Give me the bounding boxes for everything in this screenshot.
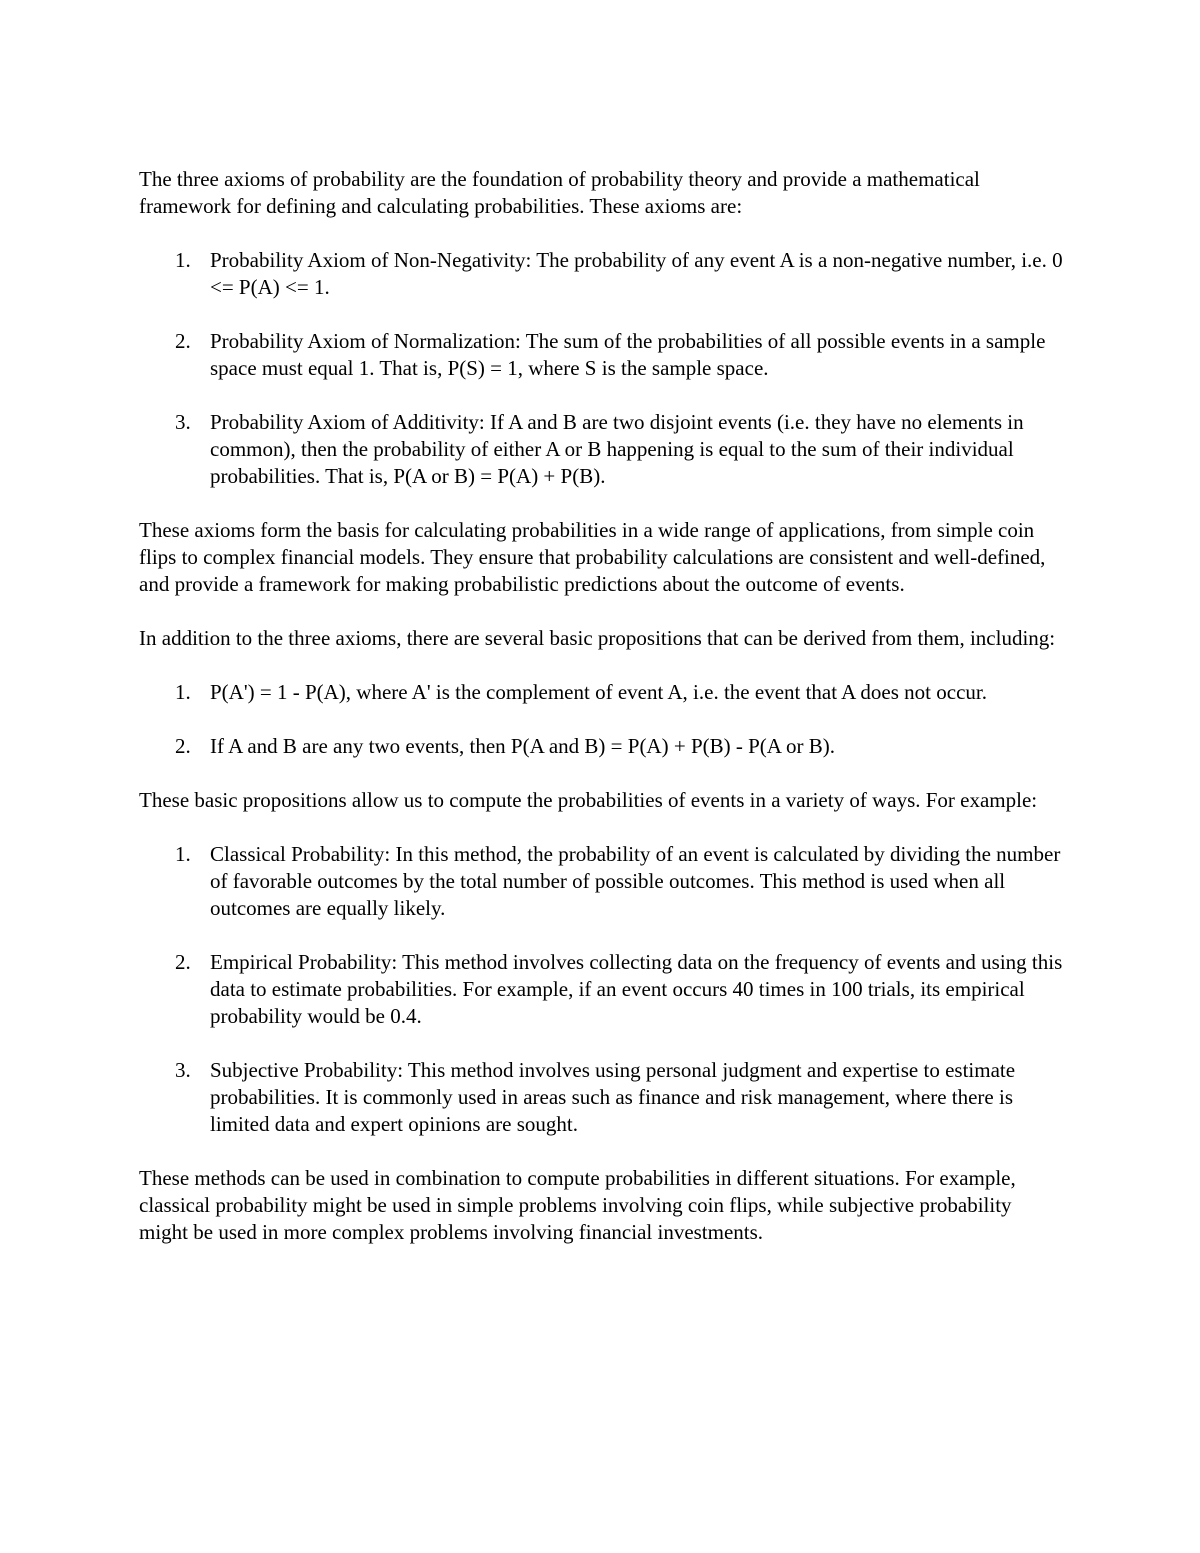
list-item (139, 328, 1064, 382)
basis-paragraph: These axioms form the basis for calculating probabilities in a wide range of applications, from simple coin flips to complex financial models. They ensure that probability calculations are consistent and well-defined, and provide a framework for making probabilistic predictions about the outcome of events. (139, 518, 1046, 596)
list-item (139, 247, 1064, 301)
list-number: 2. (175, 329, 191, 353)
list-item (139, 409, 1064, 490)
list-item-text: Empirical Probability: This method involves collecting data on the frequency of events and using this data to estimate probabilities. For example, if an event occurs 40 times in 100 trials, its empirical probability would be 0.4. (210, 950, 1063, 1028)
list-number: 2. (175, 734, 191, 758)
intro-paragraph: The three axioms of probability are the foundation of probability theory and provide a mathematical framework for defining and calculating probabilities. These axioms are: (139, 167, 980, 218)
list-number: 1. (175, 680, 191, 704)
list-item-text: Probability Axiom of Non-Negativity: The probability of any event A is a non-negative number, i.e. 0 <= P(A) <= 1. (210, 248, 1063, 299)
list-item-text: Probability Axiom of Additivity: If A and B are two disjoint events (i.e. they have no elements in common), then the probability of either A or B happening is equal to the sum of their individual probabilities. That is, P(A or B) = P(A) + P(B). (210, 410, 1024, 488)
list-item-text: P(A') = 1 - P(A), where A' is the complement of event A, i.e. the event that A does not occur. (210, 680, 987, 704)
conclusion-paragraph: These methods can be used in combination to compute probabilities in different situations. For example, classical probability might be used in simple problems involving coin flips, while subjective probability might be used in more complex problems involving financial investments. (139, 1166, 1016, 1244)
propositions-list (139, 679, 1064, 760)
axioms-list (139, 247, 1064, 490)
list-item (139, 679, 1064, 706)
list-item (139, 949, 1064, 1030)
propositions-intro-paragraph: In addition to the three axioms, there are several basic propositions that can be derived from them, including: (139, 626, 1056, 650)
list-item (139, 841, 1064, 922)
list-item (139, 733, 1064, 760)
list-number: 1. (175, 842, 191, 866)
list-item-text: Classical Probability: In this method, the probability of an event is calculated by dividing the number of favorable outcomes by the total number of possible outcomes. This method is used when all outcomes are equally likely. (210, 842, 1061, 920)
list-number: 3. (175, 1058, 191, 1082)
list-item-text: Probability Axiom of Normalization: The sum of the probabilities of all possible events in a sample space must equal 1. That is, P(S) = 1, where S is the sample space. (210, 329, 1046, 380)
document-body (139, 166, 1064, 1273)
methods-intro-paragraph: These basic propositions allow us to compute the probabilities of events in a variety of ways. For example: (139, 788, 1038, 812)
list-item-text: Subjective Probability: This method involves using personal judgment and expertise to estimate probabilities. It is commonly used in areas such as finance and risk management, where there is limited data and expert opinions are sought. (210, 1058, 1016, 1136)
list-number: 1. (175, 248, 191, 272)
list-number: 2. (175, 950, 191, 974)
list-item-text: If A and B are any two events, then P(A and B) = P(A) + P(B) - P(A or B). (210, 734, 836, 758)
list-number: 3. (175, 410, 191, 434)
list-item (139, 1057, 1064, 1138)
methods-list (139, 841, 1064, 1138)
